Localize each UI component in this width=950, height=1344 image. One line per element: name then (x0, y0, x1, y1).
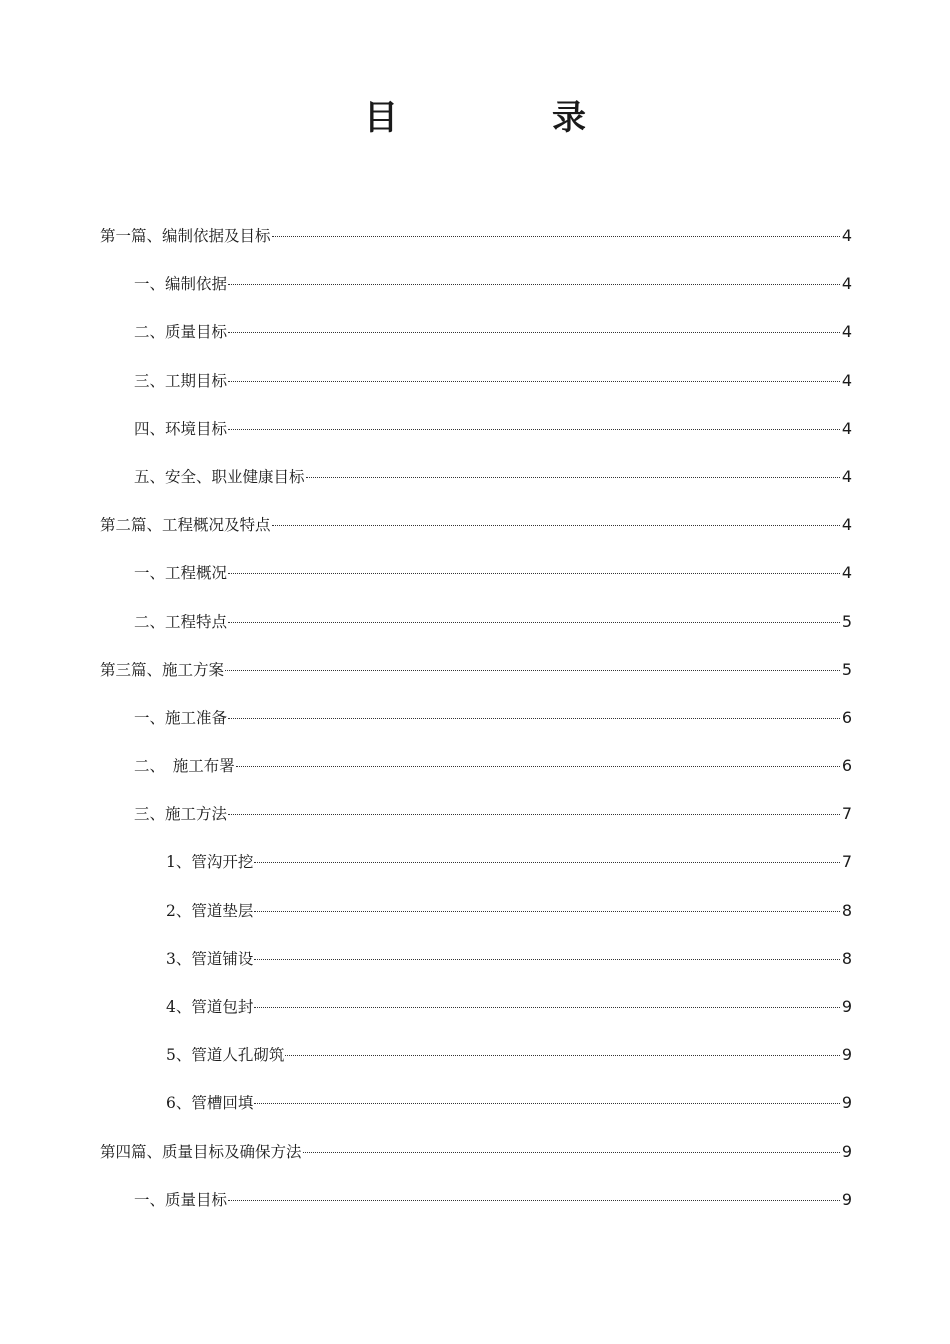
toc-dot-leader (225, 670, 840, 671)
toc-title: 目 录 (364, 98, 646, 138)
toc-entry[interactable] (100, 935, 852, 983)
toc-dot-leader (303, 1152, 840, 1153)
toc-entry[interactable] (100, 694, 852, 742)
toc-entry-title: 一、质量目标 (134, 1190, 228, 1209)
toc-dot-leader (254, 1103, 839, 1104)
toc-entry-title: 一、施工准备 (134, 708, 228, 727)
toc-entry-title: 4、管道包封 (166, 998, 254, 1016)
toc-dot-leader (285, 1055, 839, 1056)
toc-entry-page-number: 8 (841, 948, 852, 968)
toc-dot-leader (254, 1007, 839, 1008)
toc-dot-leader (228, 332, 840, 333)
toc-entry-page-number: 4 (841, 370, 852, 390)
toc-entry-page-number: 9 (841, 1189, 852, 1209)
toc-entry-title: 5、管道人孔砌筑 (166, 1046, 285, 1065)
toc-entry[interactable] (100, 742, 852, 790)
toc-entry[interactable] (100, 887, 852, 935)
toc-entry-title: 一、编制依据 (134, 275, 228, 294)
toc-entry-title: 第二篇、工程概况及特点 (100, 516, 271, 535)
toc-entry[interactable] (100, 646, 852, 694)
toc-entry[interactable] (100, 983, 852, 1031)
toc-entry-page-number: 7 (841, 852, 852, 872)
toc-dot-leader (272, 525, 840, 526)
toc-dot-leader (228, 1200, 840, 1201)
toc-entry-title: 6、管槽回填 (166, 1094, 254, 1113)
toc-entry-page-number: 6 (841, 707, 852, 727)
toc-entry-title: 2、管道垫层 (166, 901, 254, 920)
toc-dot-leader (254, 911, 839, 912)
toc-dot-leader (272, 236, 840, 237)
toc-entry[interactable] (100, 308, 852, 356)
toc-dot-leader (228, 573, 840, 574)
toc-entry[interactable] (100, 1128, 852, 1176)
toc-dot-leader (228, 284, 840, 285)
toc-entry[interactable] (100, 549, 852, 597)
toc-dot-leader (254, 862, 839, 863)
toc-entry-title: 五、安全、职业健康目标 (134, 467, 305, 486)
toc-entry-title: 二、工程特点 (134, 612, 228, 631)
toc-entry-page-number: 7 (841, 804, 852, 824)
toc-entry-title: 第四篇、质量目标及确保方法 (100, 1142, 302, 1161)
toc-dot-leader (228, 429, 840, 430)
toc-entry-page-number: 4 (841, 418, 852, 438)
toc-entry[interactable] (100, 790, 852, 838)
toc-dot-leader (236, 766, 840, 767)
toc-entry-page-number: 4 (841, 563, 852, 583)
toc-entry-page-number: 4 (841, 274, 852, 294)
toc-entry-page-number: 8 (841, 900, 852, 920)
toc-entry-title: 三、施工方法 (134, 805, 228, 824)
toc-entry-title: 四、环境目标 (134, 419, 228, 438)
toc-entry-title: 第一篇、编制依据及目标 (100, 227, 271, 245)
toc-entry[interactable] (100, 1176, 852, 1224)
toc-entry-page-number: 4 (841, 466, 852, 486)
toc-entry-page-number: 9 (841, 997, 852, 1016)
toc-entry[interactable] (100, 1079, 852, 1127)
toc-entry-title: 二、 施工布署 (134, 757, 235, 776)
toc-entry-page-number: 5 (841, 659, 852, 679)
toc-entry-title: 1、管沟开挖 (166, 853, 254, 872)
toc-entry[interactable] (100, 1031, 852, 1079)
toc-entry-page-number: 5 (841, 611, 852, 631)
toc-dot-leader (228, 718, 840, 719)
toc-dot-leader (228, 814, 840, 815)
toc-dot-leader (306, 477, 840, 478)
toc-entry-title: 第三篇、施工方案 (100, 660, 225, 679)
toc-entry-page-number: 9 (841, 1093, 852, 1113)
toc-entry-page-number: 4 (841, 322, 852, 342)
toc-entry[interactable] (100, 405, 852, 453)
toc-entry-title: 一、工程概况 (134, 564, 228, 583)
toc-dot-leader (254, 959, 839, 960)
toc-entry[interactable] (100, 260, 852, 308)
toc-entry[interactable] (100, 501, 852, 549)
toc-entry-page-number: 4 (841, 226, 852, 245)
toc-entry[interactable] (100, 212, 852, 260)
toc-entry-title: 二、质量目标 (134, 323, 228, 342)
toc-entry-page-number: 9 (841, 1141, 852, 1161)
toc-dot-leader (228, 622, 840, 623)
toc-entry-title: 三、工期目标 (134, 371, 228, 390)
toc-entry[interactable] (100, 598, 852, 646)
toc-entry[interactable] (100, 357, 852, 405)
toc-entry-title: 3、管道铺设 (166, 949, 254, 968)
toc-entry-page-number: 9 (841, 1045, 852, 1065)
toc-list (100, 212, 852, 1224)
toc-entry[interactable] (100, 453, 852, 501)
toc-dot-leader (228, 381, 840, 382)
toc-entry[interactable] (100, 838, 852, 886)
toc-entry-page-number: 6 (841, 756, 852, 776)
toc-entry-page-number: 4 (841, 515, 852, 535)
